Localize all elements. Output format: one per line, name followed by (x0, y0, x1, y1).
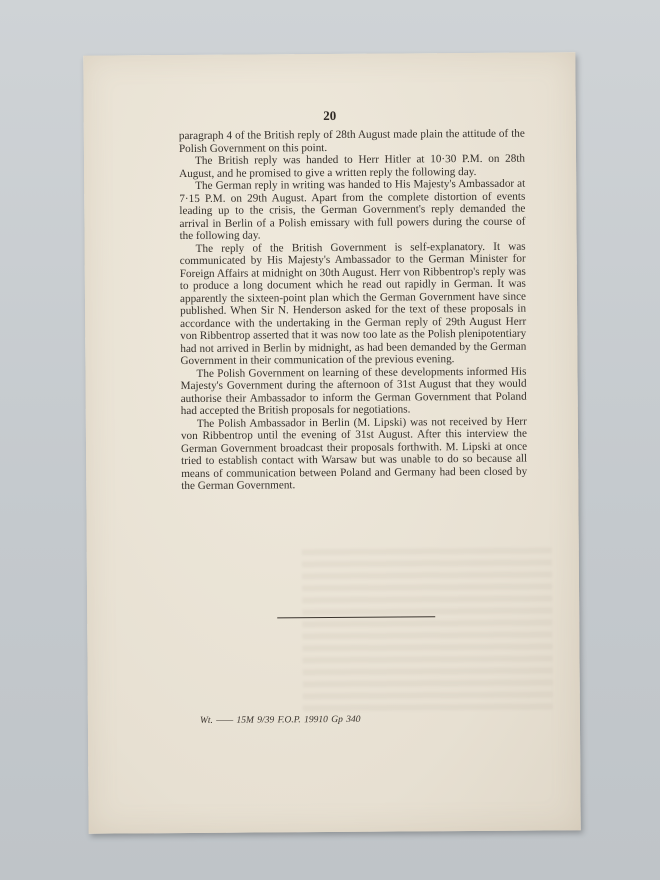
show-through-texture (302, 547, 553, 714)
paragraph: The reply of the British Government is self-explanatory. It was communicated by His Majesty's Ambassador to the German Minister for Foreign Affairs at midnight on 30th August. Herr von Ribbentrop's reply was to produce a long document which he read out rapidly in German. It was apparently the sixteen-point plan which the German Government have since published. When Sir N. Henderson asked for the text of these proposals in accordance with the undertaking in the German reply of 29th August Herr von Ribbentrop asserted that it was now too late as the Polish plenipotentiary had not arrived in Berlin by midnight, as had been demanded by the German Government in their communication of the previous evening. (179, 240, 527, 368)
paragraph: paragraph 4 of the British reply of 28th August made plain the attitude of the Polish Government on this point. (178, 127, 525, 155)
paragraph: The Polish Government on learning of these developments informed His Majesty's Government during the afternoon of 31st August that they would authorise their Ambassador to inform the German Government that Poland had accepted the British proposals for negotiations. (180, 365, 527, 418)
paragraph: The Polish Ambassador in Berlin (M. Lipski) was not received by Herr von Ribbentrop until the evening of 31st August. After this interview the German Government broadcast their proposals forthwith. M. Lipski at once tried to establish contact with Warsaw but was unable to do so because all means of communication between Poland and Germany had been closed by the German Government. (180, 415, 528, 493)
paragraph: The German reply in writing was handed to His Majesty's Ambassador at 7·15 P.M. on 29th August. Apart from the complete distortion of events leading up to the crisis, the German Government's reply demanded the arrival in Berlin of a Polish emissary with full powers during the course of the following day. (179, 177, 526, 243)
printer-imprint: Wt. —— 15M 9/39 F.O.P. 19910 Gp 340 (199, 714, 361, 726)
body-text (179, 128, 528, 493)
paragraph: The British reply was handed to Herr Hitler at 10·30 P.M. on 28th August, and he promised to give a written reply the following day. (179, 152, 526, 180)
document-page (83, 52, 580, 833)
page-number: 20 (323, 107, 337, 124)
